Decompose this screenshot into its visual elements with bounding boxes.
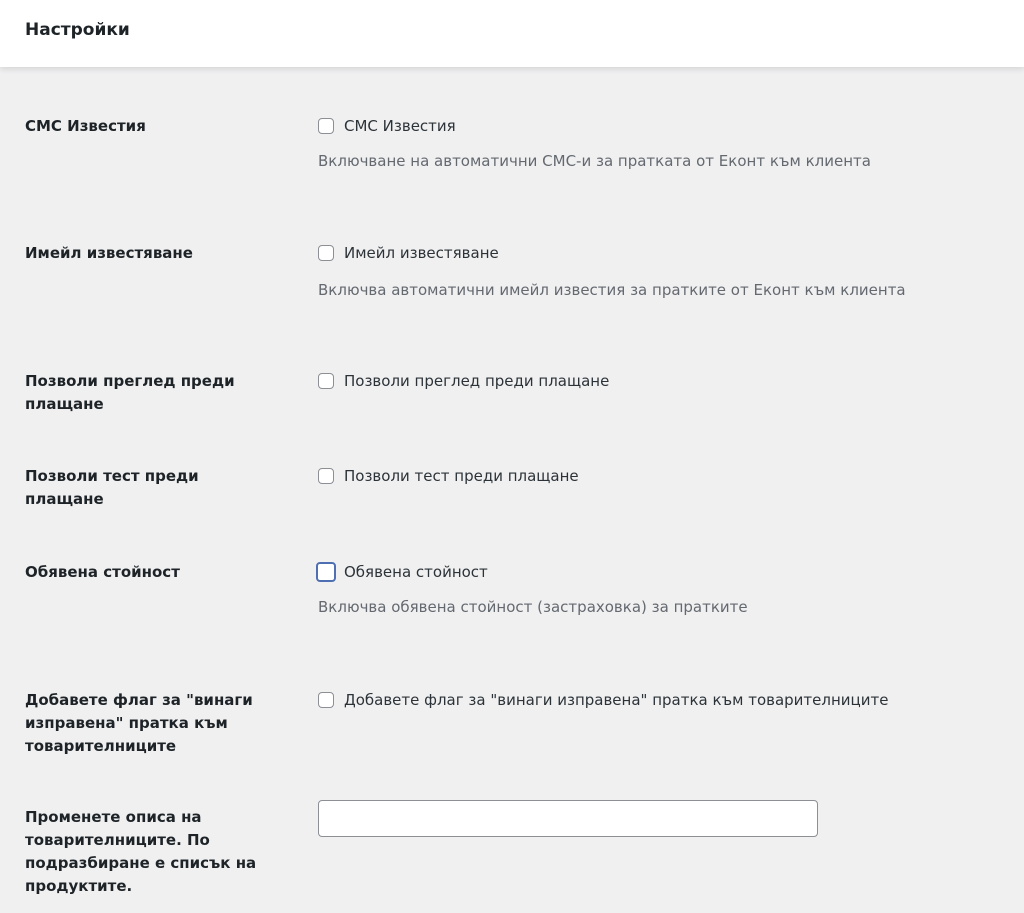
email-checkbox[interactable] [318, 245, 334, 261]
upright-flag-checkbox-label[interactable]: Добавете флаг за "винаги изправена" пратка към товарителниците [344, 691, 889, 709]
email-description: Включва автоматични имейл известия за пратките от Еконт към клиента [318, 281, 906, 299]
review-checkbox-line[interactable] [318, 370, 609, 392]
declared-value-checkbox-line[interactable] [318, 561, 748, 583]
review-checkbox-label[interactable]: Позволи преглед преди плащане [344, 372, 610, 390]
settings-header [0, 0, 1024, 67]
review-checkbox[interactable] [318, 373, 334, 389]
test-checkbox-line[interactable] [318, 465, 579, 487]
setting-field-declared-value [318, 561, 748, 616]
setting-label-waybill-description: Променете описа на товарителниците. По подразбиране е списък на продуктите. [25, 808, 257, 895]
sms-checkbox[interactable] [318, 118, 334, 134]
test-checkbox-label[interactable]: Позволи тест преди плащане [344, 467, 579, 485]
setting-label-upright-flag: Добавете флаг за "винаги изправена" пратка към товарителниците [25, 691, 253, 755]
email-checkbox-line[interactable] [318, 242, 906, 264]
setting-field-review [318, 370, 609, 392]
page-title: Настройки [25, 20, 130, 40]
setting-label-email: Имейл известяване [25, 244, 193, 262]
declared-value-checkbox-label[interactable]: Обявена стойност [344, 563, 488, 581]
email-checkbox-label[interactable]: Имейл известяване [344, 244, 499, 262]
setting-field-sms [318, 115, 871, 170]
setting-label-test: Позволи тест преди плащане [25, 467, 199, 508]
setting-field-email [318, 242, 906, 299]
upright-flag-checkbox[interactable] [318, 692, 334, 708]
waybill-description-input[interactable] [318, 800, 818, 837]
upright-flag-checkbox-line[interactable] [318, 689, 888, 711]
declared-value-checkbox[interactable] [316, 562, 336, 582]
sms-description: Включване на автоматични СМС-и за пратката от Еконт към клиента [318, 152, 871, 170]
setting-label-sms: СМС Известия [25, 117, 146, 135]
declared-value-description: Включва обявена стойност (застраховка) за пратките [318, 598, 748, 616]
setting-field-upright-flag [318, 689, 888, 711]
test-checkbox[interactable] [318, 468, 334, 484]
sms-checkbox-label[interactable]: СМС Известия [344, 117, 456, 135]
setting-label-declared-value: Обявена стойност [25, 563, 180, 581]
setting-label-review: Позволи преглед преди плащане [25, 372, 235, 413]
setting-field-test [318, 465, 579, 487]
sms-checkbox-line[interactable] [318, 115, 871, 137]
